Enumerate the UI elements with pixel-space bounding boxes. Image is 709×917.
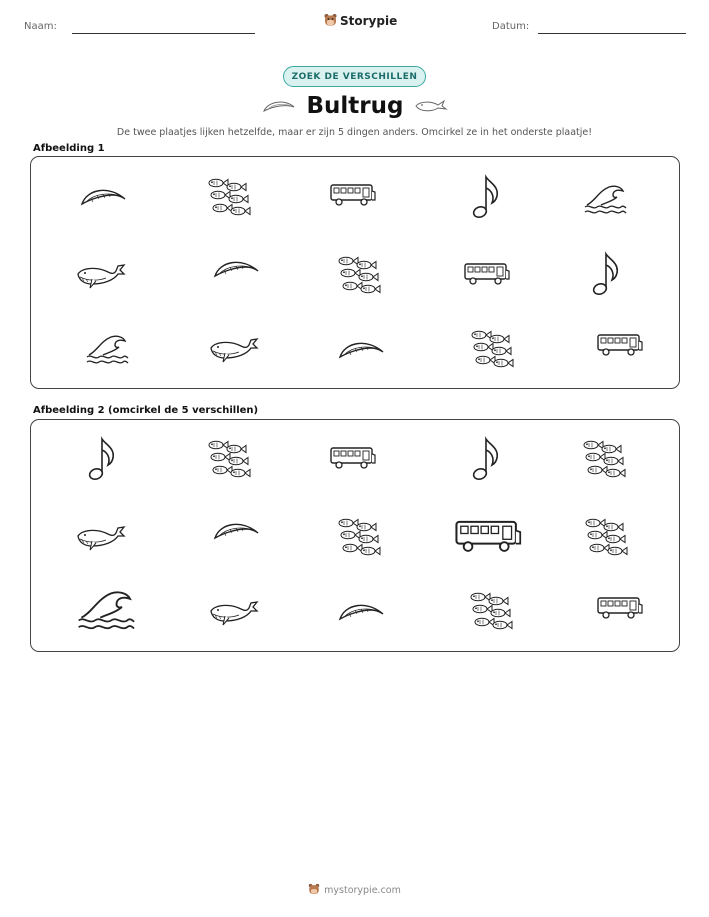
krill-icon[interactable] (196, 495, 276, 565)
date-label: Datum: (492, 21, 530, 32)
brand-logo (324, 13, 397, 28)
date-line[interactable] (538, 33, 686, 34)
krill-icon[interactable] (321, 576, 401, 646)
whale-icon[interactable] (61, 502, 141, 572)
whale-icon[interactable] (194, 314, 274, 384)
fish-school-icon[interactable] (189, 424, 269, 494)
fish-school-icon[interactable] (319, 240, 399, 310)
footer-url: mystorypie.com (324, 885, 401, 896)
bus-icon[interactable] (448, 501, 528, 571)
footer (0, 883, 709, 896)
fish-school-icon[interactable] (564, 424, 644, 494)
fish-school-icon[interactable] (566, 502, 646, 572)
music-note-icon[interactable] (566, 239, 646, 309)
bus-icon[interactable] (313, 160, 393, 230)
name-label: Naam: (24, 21, 57, 32)
spot-difference-badge: ZOEK DE VERSCHILLEN (283, 66, 426, 87)
picture2-label: Afbeelding 2 (omcirkel de 5 verschillen) (33, 405, 259, 416)
picture1-label: Afbeelding 1 (33, 143, 105, 154)
music-note-icon[interactable] (62, 424, 142, 494)
bus-icon[interactable] (313, 423, 393, 493)
bear-icon (308, 883, 320, 896)
krill-icon[interactable] (321, 314, 401, 384)
fish-school-icon[interactable] (452, 314, 532, 384)
wave-icon[interactable] (66, 575, 146, 645)
krill-icon[interactable] (196, 233, 276, 303)
whale-icon[interactable] (61, 240, 141, 310)
wave-icon[interactable] (565, 164, 645, 234)
music-note-icon[interactable] (446, 162, 526, 232)
page-title: Bultrug (306, 93, 404, 119)
bus-icon[interactable] (580, 310, 660, 380)
wave-icon[interactable] (67, 314, 147, 384)
instructions: De twee plaatjes lijken hetzelfde, maar er zijn 5 dingen anders. Omcirkel ze in het onderste plaatje! (116, 127, 593, 138)
fish-school-icon[interactable] (189, 162, 269, 232)
bear-icon (324, 13, 337, 28)
whale-icon (414, 97, 448, 115)
picture1-panel (30, 156, 680, 389)
brand-name: Storypie (340, 13, 398, 28)
krill-icon[interactable] (63, 161, 143, 231)
fish-school-icon[interactable] (319, 502, 399, 572)
music-note-icon[interactable] (446, 424, 526, 494)
bus-icon[interactable] (447, 239, 527, 309)
whale-icon[interactable] (194, 577, 274, 647)
name-line[interactable] (72, 33, 255, 34)
picture2-panel (30, 419, 680, 652)
krill-icon (262, 98, 296, 114)
fish-school-icon[interactable] (451, 576, 531, 646)
bus-icon[interactable] (580, 573, 660, 643)
